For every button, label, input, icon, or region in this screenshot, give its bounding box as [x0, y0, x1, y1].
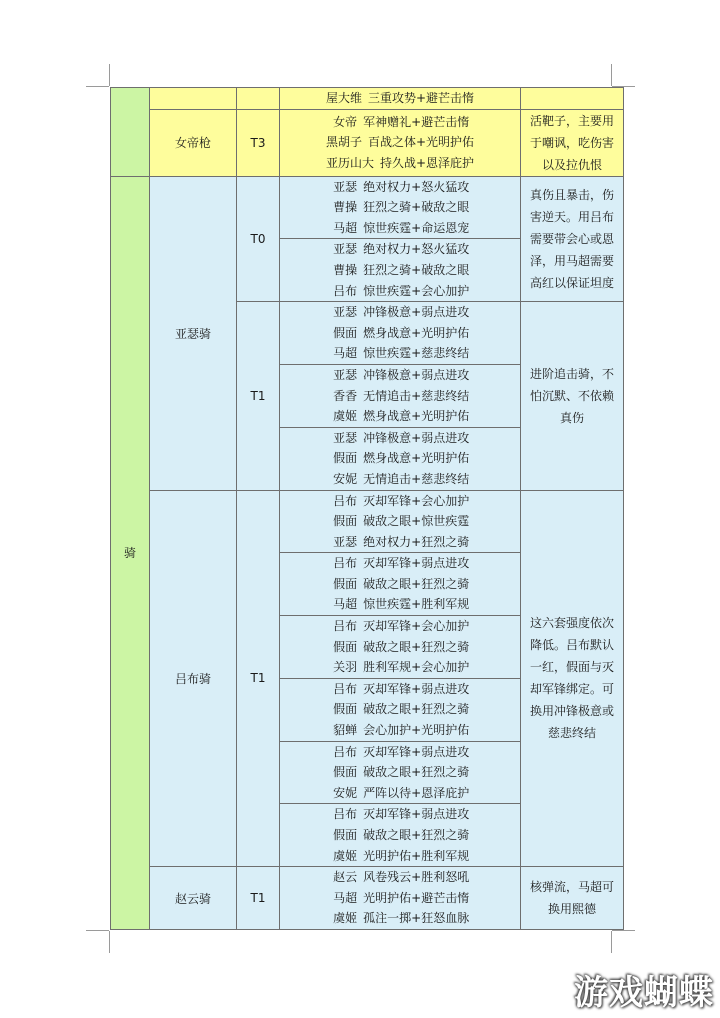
lineup-line: 假面 燃身战意+光明护佑 — [333, 325, 470, 340]
crop-mark — [611, 931, 612, 953]
lineup-cell — [280, 302, 521, 365]
lineup-cell — [280, 804, 521, 867]
lineup-line: 假面 破敌之眼+狂烈之骑 — [333, 639, 470, 654]
crop-mark — [109, 931, 110, 953]
lineup-line: 亚瑟 冲锋极意+弱点进攻 — [333, 367, 470, 382]
crop-mark — [109, 64, 110, 86]
lineup-cell — [280, 109, 521, 176]
lineup-cell — [280, 88, 521, 110]
lineup-cell — [280, 867, 521, 930]
lineup-line: 吕布 灭却军锋+弱点进攻 — [333, 807, 470, 822]
category-cell-prev — [111, 88, 150, 177]
lineup-line: 虞姬 光明护佑+胜利军规 — [333, 848, 470, 863]
lineup-line: 虞姬 燃身战意+光明护佑 — [333, 409, 470, 424]
lineup-line: 貂蝉 会心加护+光明护佑 — [333, 723, 470, 738]
lineup-line: 亚瑟 绝对权力+狂烈之骑 — [333, 534, 470, 549]
note-cell: 这六套强度依次降低。吕布默认一红，假面与灭却军锋绑定。可换用冲锋极意或慈悲终结 — [521, 490, 624, 867]
lineup-line: 假面 破敌之眼+狂烈之骑 — [333, 765, 470, 780]
lineup-line: 吕布 灭却军锋+弱点进攻 — [333, 681, 470, 696]
lineup-line: 马超 惊世疾霆+命运恩宠 — [333, 220, 470, 235]
lineup-line: 亚瑟 绝对权力+怒火猛攻 — [333, 242, 470, 257]
lineup-line: 安妮 严阵以待+恩泽庇护 — [333, 785, 470, 800]
note-cell-empty — [521, 88, 624, 110]
lineup-cell — [280, 678, 521, 741]
lineup-cell — [280, 427, 521, 490]
lineup-line: 假面 破敌之眼+狂烈之骑 — [333, 702, 470, 717]
lineup-line: 假面 破敌之眼+惊世疾霆 — [333, 514, 470, 529]
tier-cell: T1 — [237, 490, 280, 867]
lineup-line: 黑胡子 百战之体+光明护佑 — [325, 135, 475, 150]
lineup-line: 亚瑟 绝对权力+怒火猛攻 — [333, 179, 470, 194]
lineup-line: 假面 破敌之眼+狂烈之骑 — [333, 828, 470, 842]
lineup-line: 吕布 灭却军锋+会心加护 — [333, 619, 470, 634]
unit-cell: 吕布骑 — [150, 490, 237, 867]
lineup-cell — [280, 239, 521, 302]
lineup-line: 吕布 灭却军锋+弱点进攻 — [333, 744, 470, 759]
crop-mark — [611, 64, 612, 86]
lineup-line: 曹操 狂烈之骑+破敌之眼 — [333, 262, 470, 277]
lineup-line: 虞姬 孤注一掷+狂怒血脉 — [333, 911, 470, 926]
lineup-line: 马超 惊世疾霆+胜利军规 — [333, 597, 470, 612]
note-cell: 真伤且暴击，伤害逆天。用吕布需要带会心或恩泽，用马超需要高红以保证坦度 — [521, 176, 624, 302]
lineup-cell — [280, 176, 521, 239]
tier-cell: T1 — [237, 867, 280, 930]
lineup-table — [110, 87, 624, 930]
note-cell: 活靶子，主要用于嘲讽，吃伤害以及拉仇恨 — [521, 109, 624, 176]
lineup-cell — [280, 490, 521, 553]
lineup-line: 关羽 胜利军规+会心加护 — [333, 660, 470, 675]
lineup-line: 马超 光明护佑+避芒击惰 — [333, 890, 470, 905]
tier-cell: T0 — [237, 176, 280, 302]
lineup-line: 女帝 军神赠礼+避芒击惰 — [333, 114, 470, 129]
lineup-line: 亚瑟 冲锋极意+弱点进攻 — [333, 305, 470, 320]
lineup-line: 屋大维 三重攻势+避芒击惰 — [325, 91, 475, 105]
tier-cell: T3 — [237, 109, 280, 176]
crop-mark — [86, 86, 109, 87]
note-cell: 进阶追击骑，不怕沉默、不依赖真伤 — [521, 302, 624, 490]
unit-cell: 亚瑟骑 — [150, 176, 237, 490]
crop-mark — [612, 930, 635, 931]
tier-cell-empty — [237, 88, 280, 110]
lineup-line: 亚瑟 冲锋极意+弱点进攻 — [333, 430, 470, 445]
site-watermark: 游戏蝴蝶 — [574, 973, 714, 1013]
lineup-line: 曹操 狂烈之骑+破敌之眼 — [333, 200, 470, 215]
lineup-line: 马超 惊世疾霆+慈悲终结 — [333, 346, 470, 361]
lineup-line: 假面 燃身战意+光明护佑 — [333, 451, 470, 466]
unit-cell: 赵云骑 — [150, 867, 237, 930]
lineup-cell — [280, 616, 521, 679]
lineup-line: 赵云 风卷残云+胜利怒吼 — [333, 870, 470, 885]
note-cell: 核弹流，马超可换用熙德 — [521, 867, 624, 930]
unit-cell: 女帝枪 — [150, 109, 237, 176]
lineup-cell — [280, 553, 521, 616]
crop-mark — [86, 930, 109, 931]
lineup-line: 假面 破敌之眼+狂烈之骑 — [333, 576, 470, 591]
unit-cell-empty — [150, 88, 237, 110]
lineup-cell — [280, 741, 521, 804]
lineup-line: 吕布 惊世疾霆+会心加护 — [333, 283, 470, 298]
lineup-line: 安妮 无情追击+慈悲终结 — [333, 471, 470, 486]
lineup-cell — [280, 364, 521, 427]
lineup-line: 亚历山大 持久战+恩泽庇护 — [325, 155, 475, 170]
lineup-line: 吕布 灭却军锋+会心加护 — [333, 493, 470, 508]
tier-cell: T1 — [237, 302, 280, 490]
category-cell: 骑 — [111, 176, 150, 929]
lineup-line: 吕布 灭却军锋+弱点进攻 — [333, 556, 470, 571]
lineup-line: 香香 无情追击+慈悲终结 — [333, 388, 470, 403]
